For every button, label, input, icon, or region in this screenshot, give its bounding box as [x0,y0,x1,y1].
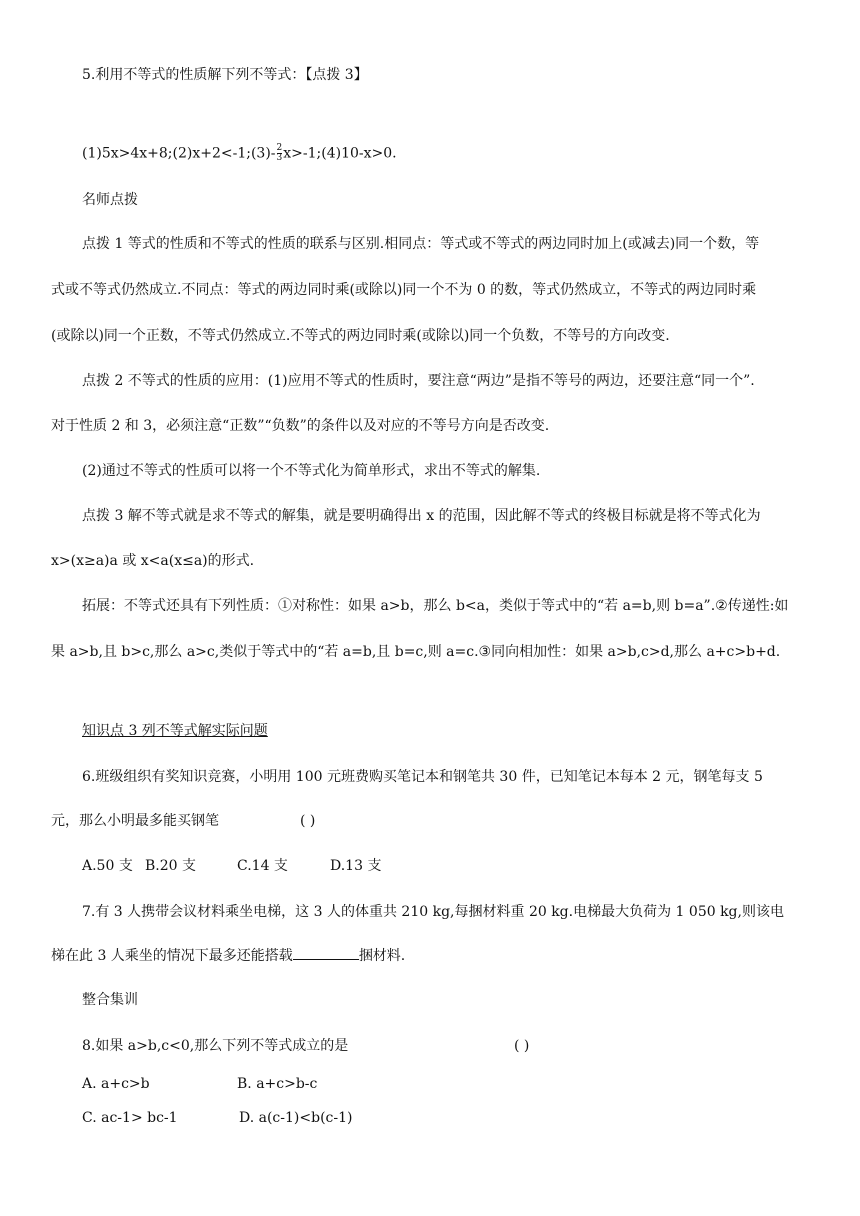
q6-line-2: 元，那么小明最多能买钢笔 [51,813,219,829]
q5-inequalities [82,144,397,163]
q6-option-c[interactable]: C.14 支 [237,858,288,874]
integrated-heading: 整合集训 [82,992,138,1008]
q6-line-1: 6.班级组织有奖知识竞赛，小明用 100 元班费购买笔记本和钢笔共 30 件，已知笔记本每本 2 元，钢笔每支 5 [82,769,763,785]
q8-option-b[interactable]: B. a+c>b-c [237,1076,318,1092]
q8-answer-paren[interactable]: ( ) [514,1038,530,1054]
q8-option-c[interactable]: C. ac-1> bc-1 [82,1110,178,1126]
q7-line-1: 7.有 3 人携带会议材料乘坐电梯，这 3 人的体重共 210 kg,每捆材料重 20 kg.电梯最大负荷为 1 050 kg,则该电 [82,904,784,920]
tips-heading: 名师点拨 [82,192,138,208]
q8-option-d[interactable]: D. a(c-1)<b(c-1) [239,1110,353,1126]
extension-line-1: 拓展：不等式还具有下列性质：①对称性：如果 a>b，那么 b<a，类似于等式中的“若 a=b,则 b=a”.②传递性:如 [82,598,789,614]
fraction-numerator: 2 [276,143,283,153]
tip1-line-1: 点拨 1 等式的性质和不等式的性质的联系与区别.相同点：等式或不等式的两边同时加上(或减去)同一个数，等 [82,236,760,252]
fraction-denominator: 3 [276,153,283,163]
knowledge-point-3-heading: 知识点 3 列不等式解实际问题 [82,723,268,739]
q7-answer-blank[interactable] [293,947,359,960]
q5-title: 5.利用不等式的性质解下列不等式：【点拨 3】 [82,67,368,83]
q7-line-2-post: 捆材料. [358,948,406,964]
tip3-line-1: 点拨 3 解不等式就是求不等式的解集，就是要明确得出 x 的范围，因此解不等式的终极目标就是将不等式化为 [82,508,761,524]
q6-option-b[interactable]: B.20 支 [145,858,197,874]
extension-line-2: 果 a>b,且 b>c,那么 a>c,类似于等式中的“若 a=b,且 b=c,则 a=c.③同向相加性：如果 a>b,c>d,那么 a+c>b+d. [51,644,781,660]
q5-line-b: x>-1;(4)10-x>0. [283,145,397,162]
q6-option-d[interactable]: D.13 支 [330,858,382,874]
q8-option-a[interactable]: A. a+c>b [82,1076,150,1092]
q6-answer-paren[interactable]: ( ) [300,813,316,829]
q5-line-a: (1)5x>4x+8;(2)x+2<-1;(3)- [82,145,276,162]
tip2-line-1: 点拨 2 不等式的性质的应用：(1)应用不等式的性质时，要注意“两边”是指不等号的两边，还要注意“同一个”. [82,373,755,389]
q6-option-a[interactable]: A.50 支 [82,858,133,874]
tip2-line-3: (2)通过不等式的性质可以将一个不等式化为简单形式，求出不等式的解集. [82,463,541,479]
q7-line-2 [51,947,405,965]
q7-line-2-pre: 梯在此 3 人乘坐的情况下最多还能搭载 [51,948,293,964]
tip1-line-3: (或除以)同一个正数，不等式仍然成立.不等式的两边同时乘(或除以)同一个负数，不等号的方向改变. [51,328,670,344]
tip2-line-2: 对于性质 2 和 3，必须注意“正数”“负数”的条件以及对应的不等号方向是否改变. [51,418,550,434]
fraction-two-thirds [277,144,283,163]
q8-stem: 8.如果 a>b,c<0,那么下列不等式成立的是 [82,1038,349,1054]
tip1-line-2: 式或不等式仍然成立.不同点：等式的两边同时乘(或除以)同一个不为 0 的数，等式仍然成立，不等式的两边同时乘 [51,282,757,298]
tip3-line-2: x>(x≥a)a 或 x<a(x≤a)的形式. [51,553,255,569]
